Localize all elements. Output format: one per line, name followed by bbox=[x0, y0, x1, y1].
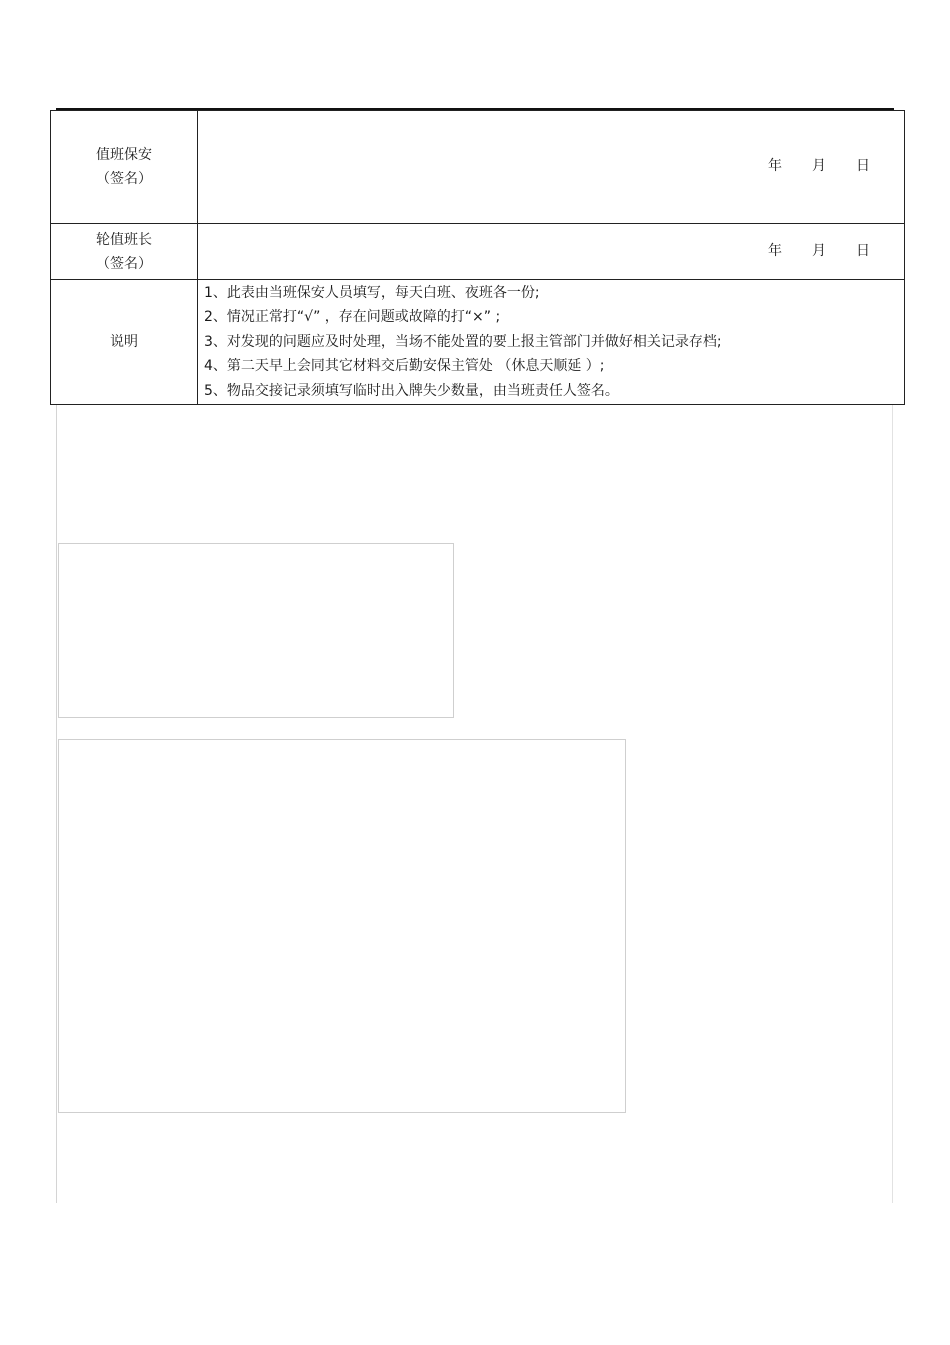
captain-label-sign: （签名） bbox=[96, 255, 152, 272]
note-item-3: 3、对发现的问题应及时处理，当场不能处置的要上报主管部门并做好相关记录存档; bbox=[204, 333, 722, 350]
note-item-4: 4、第二天早上会同其它材料交后勤安保主管处 （休息天顺延 ）; bbox=[204, 358, 605, 375]
note-item-2: 2、情况正常打“√” ，存在问题或故障的打“×” ; bbox=[204, 309, 501, 326]
guard-date-day: 日 bbox=[856, 158, 870, 174]
captain-label: 轮值班长 bbox=[96, 231, 152, 248]
captain-date-day: 日 bbox=[856, 243, 870, 259]
notes-row bbox=[51, 280, 905, 405]
note-item-5: 5、物品交接记录须填写临时出入牌失少数量，由当班责任人签名。 bbox=[204, 382, 619, 399]
blank-frame-large bbox=[58, 739, 626, 1113]
notes-label: 说明 bbox=[51, 280, 198, 405]
captain-date bbox=[768, 240, 870, 260]
captain-label-cell bbox=[51, 224, 198, 280]
guard-label: 值班保安 bbox=[96, 147, 152, 163]
guard-date-month: 月 bbox=[812, 158, 826, 174]
captain-date-month: 月 bbox=[812, 243, 826, 259]
captain-signature-field[interactable] bbox=[198, 224, 905, 280]
guard-label-sign: （签名） bbox=[96, 171, 152, 187]
note-item-1: 1、此表由当班保安人员填写，每天白班、夜班各一份; bbox=[204, 284, 540, 301]
captain-date-year: 年 bbox=[768, 243, 782, 259]
guard-date bbox=[768, 155, 870, 175]
captain-signature-row bbox=[51, 224, 905, 280]
guard-signature-row bbox=[51, 111, 905, 224]
blank-frame-small bbox=[58, 543, 454, 718]
guard-label-cell bbox=[51, 111, 198, 224]
guard-date-year: 年 bbox=[768, 158, 782, 174]
signature-table bbox=[50, 110, 905, 405]
guard-signature-field[interactable] bbox=[198, 111, 905, 224]
notes-content bbox=[198, 280, 905, 405]
